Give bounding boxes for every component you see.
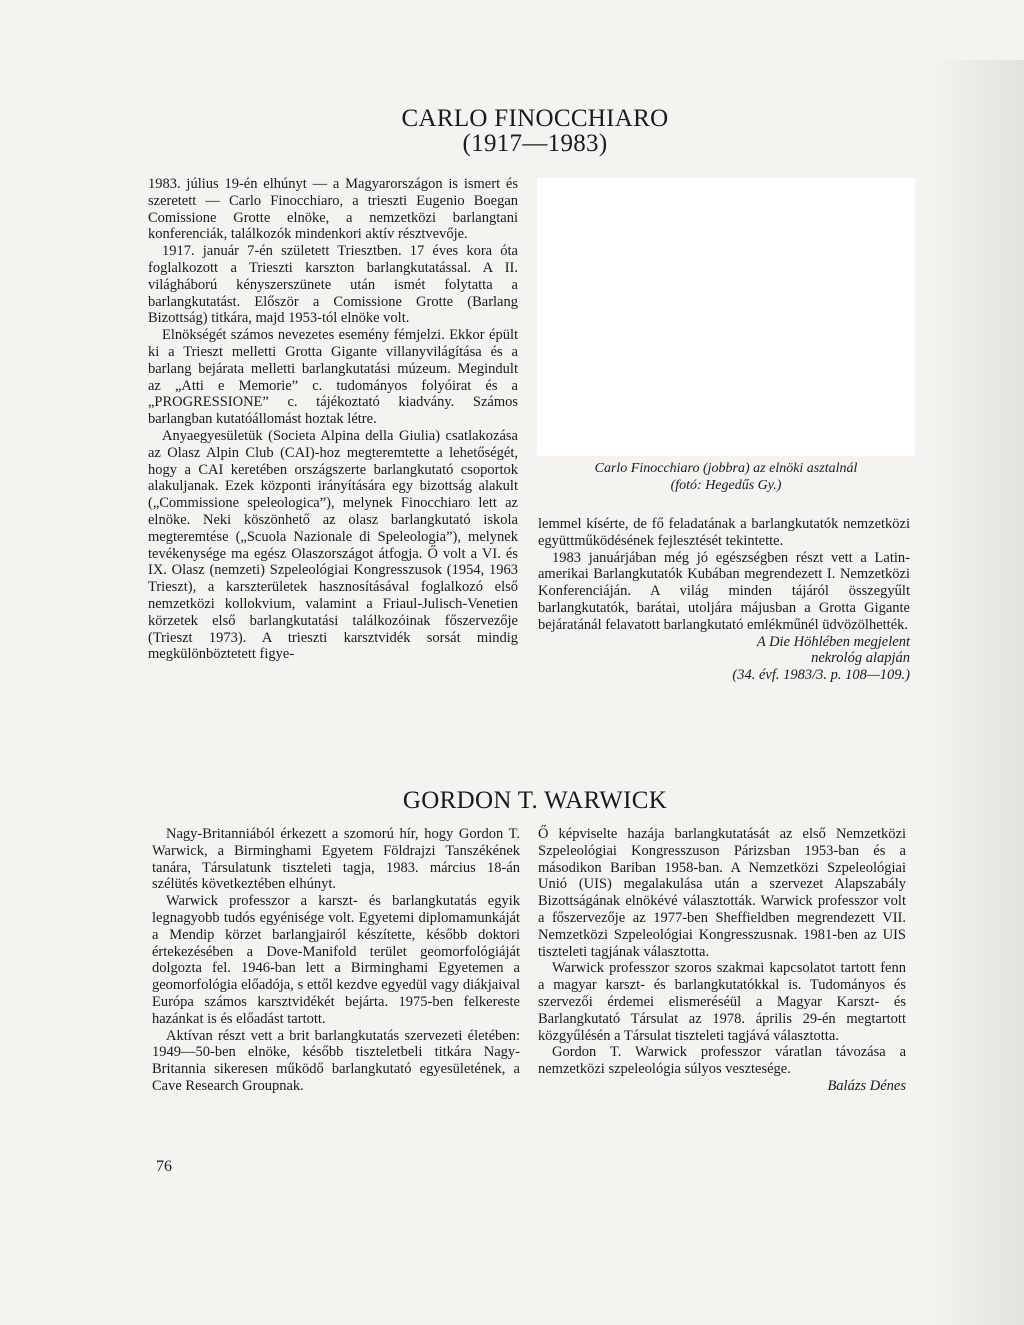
article2-paragraph: Warwick professzor a karszt- és barlangkutatás egyik legnagyobb tudós egyénisége volt. Egyetemi diplomamunkáját a Mendip körzet barlangjairól készítette, később doktori értekezésében a Dove-Manifold terület geomorfológiáját dolgozta fel. 1946-ban lett a Birminghami Egyetemen a geomorfológia előadója, s ettől kezdve egyedül vagy diákjaival Európa számos karsztvidékét bejárta. 1975-ben felkereste hazánkat is és előadást tartott. — [152, 893, 520, 1027]
article2-title: GORDON T. WARWICK — [402, 787, 668, 814]
article1-paragraph: lemmel kísérte, de fő feladatának a barlangkutatók nemzetközi együttműködésének fejlesztését tekintette. — [538, 516, 910, 549]
page-edge-shadow — [930, 60, 1024, 1325]
article1-left-column — [148, 176, 518, 663]
article1-paragraph: Elnökségét számos nevezetes esemény fémjelzi. Ekkor épült ki a Trieszt melletti Grotta Gigante villanyvilágítása és a barlang bejárata melletti barlangkutatási múzeum. Megindult az „Atti e Memorie” c. tudományos folyóirat és a „PROGRESSIONE” c. tájékoztató kiadvány. Számos barlangban kutatóállomást hoztak létre. — [148, 327, 518, 428]
page-number: 76 — [156, 1158, 172, 1175]
article1-paragraph: 1983. július 19-én elhúnyt — a Magyarországon is ismert és szeretett — Carlo Finocchiaro, a trieszti Eugenio Boegan Comissione Grotte elnöke, a nemzetközi barlangtani konferenciák, találkozók mindenkori aktív résztvevője. — [148, 176, 518, 243]
article2-paragraph: Ő képviselte hazája barlangkutatását az első Nemzetközi Szpeleológiai Kongresszuson Párizsban 1953-ban és a másodikon Bariban 1958-ban. A Nemzetközi Szpeleológiai Unió (UIS) megalakulása után a szervezet Alapszabály Bizottságának elnökévé választották. Warwick professzor volt a főszervezője az 1977-ben Sheffieldben megrendezett VII. Nemzetközi Szpeleológiai Kongresszusnak. 1981-ben az UIS tiszteleti tagjának választotta. — [538, 826, 906, 960]
article1-paragraph: 1917. január 7-én született Triesztben. 17 éves kora óta foglalkozott a Trieszti karszton barlangkutatással. A II. világháború kényszerszünete után ismét folytatta a barlangkutatást. Először a Comissione Grotte (Barlang Bizottság) titkára, majd 1953-tól elnöke volt. — [148, 243, 518, 327]
article1-years: (1917—1983) — [462, 130, 608, 157]
caption-credit: (fotó: Hegedűs Gy.) — [670, 478, 782, 493]
article2-paragraph: Warwick professzor szoros szakmai kapcsolatot tartott fenn a magyar karszt- és barlangkutatókkal is. Tudományos és szervezői érdemei elismeréséül a Magyar Karszt- és Barlangkutató Társulat az 1978. április 29-én megtartott közgyűlésén a Társulat tiszteleti tagjává választotta. — [538, 960, 906, 1044]
author-signature: Balázs Dénes — [827, 1077, 906, 1094]
article2-paragraph: Nagy-Britanniából érkezett a szomorú hír, hogy Gordon T. Warwick, a Birminghami Egyetem Földrajzi Tanszékének tanára, Társulatunk tiszteleti tagja, 1983. március 18-án szélütés következtében elhúnyt. — [152, 826, 520, 893]
article1-title: CARLO FINOCCHIARO — [401, 105, 669, 132]
article1-paragraph: 1983 januárjában még jó egészségben részt vett a Latin-amerikai Barlangkutatók Kubában megrendezett I. Nemzetközi Konferenciáján. A világ minden tájáról összegyűlt barlangkutatók, barátai, utoljára májusban a Grotta Gigante bejáratánál felavatott barlangkutató emlékműnél üdvözölhették. — [538, 549, 910, 633]
article2-left-column — [152, 826, 520, 1095]
source-line: A Die Höhlében megjelent — [756, 633, 910, 650]
article1-paragraph: Anyaegyesületük (Societa Alpina della Giulia) csatlakozása az Olasz Alpin Club (CAI)-hoz megteremtette a lehetőségét, hogy a CAI keretében országszerte barlangkutató csoportok alakuljanak. Ezek központi irányítására egy bizottság alakult („Commissione speleologica”), melynek Finocchiaro lett az elnöke. Neki köszönhető az olasz barlangkutató iskola megteremtése („Scuola Nazionale di Speleologia”), melynek tevékenysége ma egész Olaszországot átfogja. Ő volt a VI. és IX. Olasz (nemzeti) Szpeleológiai Kongresszusok (1954, 1963 Trieszt), a karszterületek hasznosításával foglalkozó első nemzetközi kollokvium, valamint a Friaul-Julisch-Venetien körzetek első barlangkutatási találkozóinak főszervezője (Trieszt 1973). A trieszti karsztvidék sorsát mindig megkülönböztetett figye- — [148, 427, 518, 663]
source-line: (34. évf. 1983/3. p. 108—109.) — [732, 667, 910, 684]
article2-right-column — [538, 826, 906, 1095]
photo-placeholder — [537, 178, 915, 456]
article1-right-column — [538, 516, 910, 684]
caption-line: Carlo Finocchiaro (jobbra) az elnöki asztalnál — [594, 461, 858, 476]
article2-paragraph: Gordon T. Warwick professzor váratlan távozása a nemzetközi szpeleológia súlyos vesztesége. — [538, 1044, 906, 1078]
article2-paragraph: Aktívan részt vett a brit barlangkutatás szervezeti életében: 1949—50-ben elnöke, később tiszteletbeli titkára Nagy-Britannia sikeresen működő barlangkutató egyesületének, a Cave Research Groupnak. — [152, 1027, 520, 1094]
photo-caption — [535, 460, 917, 494]
source-line: nekrológ alapján — [811, 650, 910, 667]
